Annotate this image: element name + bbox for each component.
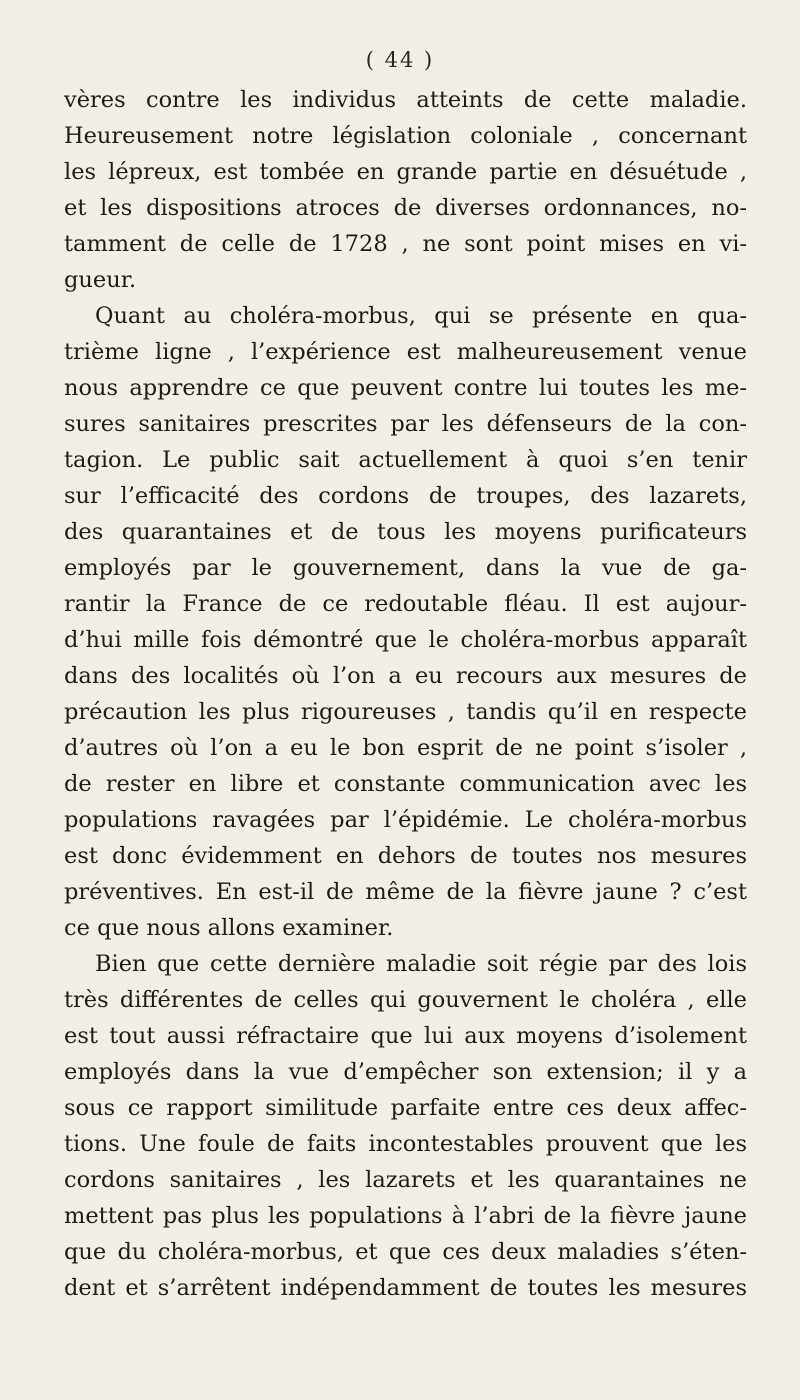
text-line: des quarantaines et de tous les moyens purificateurs — [64, 519, 747, 545]
text-line: ce que nous allons examiner. — [64, 915, 394, 941]
text-line: Quant au choléra-morbus, qui se présente en qua- — [95, 303, 747, 329]
text-line: tamment de celle de 1728 , ne sont point mises en vi- — [64, 231, 747, 257]
text-line: précaution les plus rigoureuses , tandis qu’il en respecte — [64, 699, 747, 725]
text-line: rantir la France de ce redoutable fléau. Il est aujour- — [64, 591, 747, 617]
text-line: tagion. Le public sait actuellement à quoi s’en tenir — [64, 447, 747, 473]
text-line: nous apprendre ce que peuvent contre lui toutes les me- — [64, 375, 747, 401]
text-line: sures sanitaires prescrites par les défenseurs de la con- — [64, 411, 747, 437]
text-line: les lépreux, est tombée en grande partie en désuétude , — [64, 159, 747, 185]
text-line: d’autres où l’on a eu le bon esprit de ne point s’isoler , — [64, 735, 747, 761]
text-line: Heureusement notre législation coloniale , concernant — [64, 123, 747, 149]
text-line: vères contre les individus atteints de cette maladie. — [64, 87, 747, 113]
text-line: trième ligne , l’expérience est malheureusement venue — [64, 339, 747, 365]
text-line: sur l’efficacité des cordons de troupes, des lazarets, — [64, 483, 747, 509]
text-line: est tout aussi réfractaire que lui aux moyens d’isolement — [64, 1023, 747, 1049]
text-line: populations ravagées par l’épidémie. Le choléra-morbus — [64, 807, 747, 833]
text-line: que du choléra-morbus, et que ces deux maladies s’éten- — [64, 1239, 747, 1265]
page-number: ( 44 ) — [365, 48, 435, 72]
paragraph-3 — [64, 946, 748, 1306]
text-line: très différentes de celles qui gouvernent le choléra , elle — [64, 987, 747, 1013]
text-line: dent et s’arrêtent indépendamment de toutes les mesures — [64, 1275, 747, 1301]
text-line: est donc évidemment en dehors de toutes nos mesures — [64, 843, 747, 869]
paragraph-2 — [64, 298, 748, 946]
text-line: Bien que cette dernière maladie soit régie par des lois — [95, 951, 747, 977]
text-line: employés dans la vue d’empêcher son extension; il y a — [64, 1059, 747, 1085]
text-line: cordons sanitaires , les lazarets et les quarantaines ne — [64, 1167, 747, 1193]
text-line: d’hui mille fois démontré que le choléra-morbus apparaît — [64, 627, 747, 653]
paragraph-1 — [64, 82, 748, 298]
text-line: employés par le gouvernement, dans la vue de ga- — [64, 555, 747, 581]
text-line: préventives. En est-il de même de la fièvre jaune ? c’est — [64, 879, 747, 905]
text-line: mettent pas plus les populations à l’abri de la fièvre jaune — [64, 1203, 747, 1229]
text-line: tions. Une foule de faits incontestables prouvent que les — [64, 1131, 747, 1157]
text-line: gueur. — [64, 267, 137, 293]
text-line: et les dispositions atroces de diverses ordonnances, no- — [64, 195, 747, 221]
text-line: dans des localités où l’on a eu recours aux mesures de — [64, 663, 747, 689]
text-line: de rester en libre et constante communication avec les — [64, 771, 747, 797]
text-line: sous ce rapport similitude parfaite entre ces deux affec- — [64, 1095, 747, 1121]
